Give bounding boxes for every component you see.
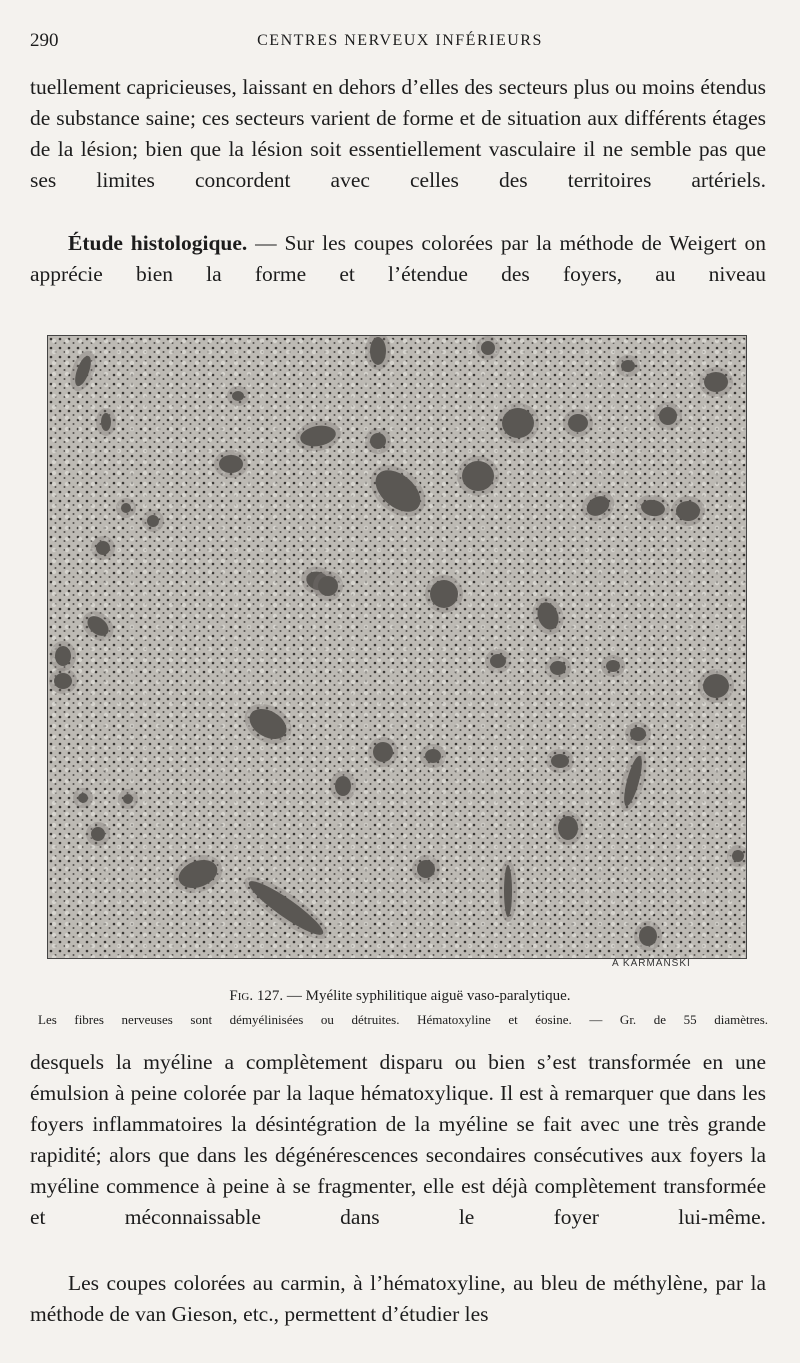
lesion-focus: [481, 341, 495, 355]
lesion-focus: [502, 408, 534, 438]
lesion-focus: [606, 660, 620, 672]
lesion-focus: [370, 433, 386, 449]
lesion-focus: [504, 865, 512, 917]
lesion-focus: [78, 793, 88, 803]
lesion-focus: [54, 673, 72, 689]
lesion-focus: [101, 413, 111, 431]
figure-title-line: [0, 988, 800, 1005]
lesion-focus: [568, 414, 588, 432]
lesion-focus: [417, 860, 435, 878]
figure-title: — Myélite syphilitique aiguë vaso-paralytique.: [283, 988, 571, 1004]
page-header: [30, 30, 770, 58]
lesion-focus: [732, 850, 744, 862]
paragraph-continued: tuellement capricieuses, laissant en dehors d’elles des secteurs plus ou moins étendus de substance saine; ces secteurs varient de forme et de situation aux différents étages de la lésion; bien que la lésion soit essentiellement vasculaire il ne semble pas que ses limites concordent avec celles des territoires artériels.: [30, 75, 766, 192]
lesion-focus: [551, 754, 569, 768]
lesion-focus: [91, 827, 105, 841]
section-text: — Sur les coupes colorées par la méthode de Weigert on apprécie bien la forme et l’étendue des foyers, au niveau: [30, 231, 766, 286]
lesion-focus: [147, 515, 159, 527]
lesion-focus: [96, 541, 110, 555]
lesion-focus: [430, 580, 458, 608]
lesion-focus: [335, 776, 351, 796]
lesion-focus: [373, 742, 393, 762]
lesion-focus: [462, 461, 494, 491]
lesion-focus: [318, 576, 338, 596]
lesion-focus: [425, 749, 441, 763]
page-number: 290: [30, 30, 59, 51]
lesion-focus: [370, 337, 386, 365]
lesion-focus: [219, 455, 243, 473]
lesion-focus: [232, 391, 244, 401]
lesion-focus: [123, 794, 133, 804]
lesion-focus: [639, 926, 657, 946]
lesion-focus: [121, 503, 131, 513]
figure-caption: Les fibres nerveuses sont démyélinisées ou détruites. Hématoxyline et éosine. — Gr. de 55 diamètres.: [38, 1012, 768, 1027]
lesion-focus: [621, 360, 635, 372]
lesion-focus: [659, 407, 677, 425]
paragraph-bottom-2: Les coupes colorées au carmin, à l’hématoxyline, au bleu de méthylène, par la méthode de van Gieson, etc., permettent d’étudier les: [30, 1271, 766, 1326]
micrograph-illustration: [48, 336, 746, 958]
lesion-focus: [558, 816, 578, 840]
lesion-focus: [676, 501, 700, 521]
lesion-focus: [550, 661, 566, 675]
lesion-focus: [704, 372, 728, 392]
lesion-focus: [703, 674, 729, 698]
section-paragraph: [30, 228, 766, 290]
running-title: CENTRES NERVEUX INFÉRIEURS: [257, 32, 543, 49]
lesion-focus: [490, 654, 506, 668]
figure-label: Fig. 127.: [229, 988, 284, 1004]
lesion-focus: [630, 727, 646, 741]
engraver-signature: A KARMANSKI: [612, 958, 691, 969]
lesion-focus: [55, 646, 71, 666]
figure-micrograph: [47, 335, 747, 959]
paragraph-bottom-1: desquels la myéline a complètement disparu ou bien s’est transformée en une émulsion à peine colorée par la laque hématoxylique. Il est à remarquer que dans les foyers inflammatoires la désintégration de la myéline se fait avec une très grande rapidité; alors que dans les dégénérescences secondaires consécutives aux foyers la myéline commence à peine à se fragmenter, elle est déjà complètement transformée et méconnaissable dans le foyer lui-même.: [30, 1050, 766, 1229]
section-heading: Étude histologique.: [68, 231, 248, 255]
